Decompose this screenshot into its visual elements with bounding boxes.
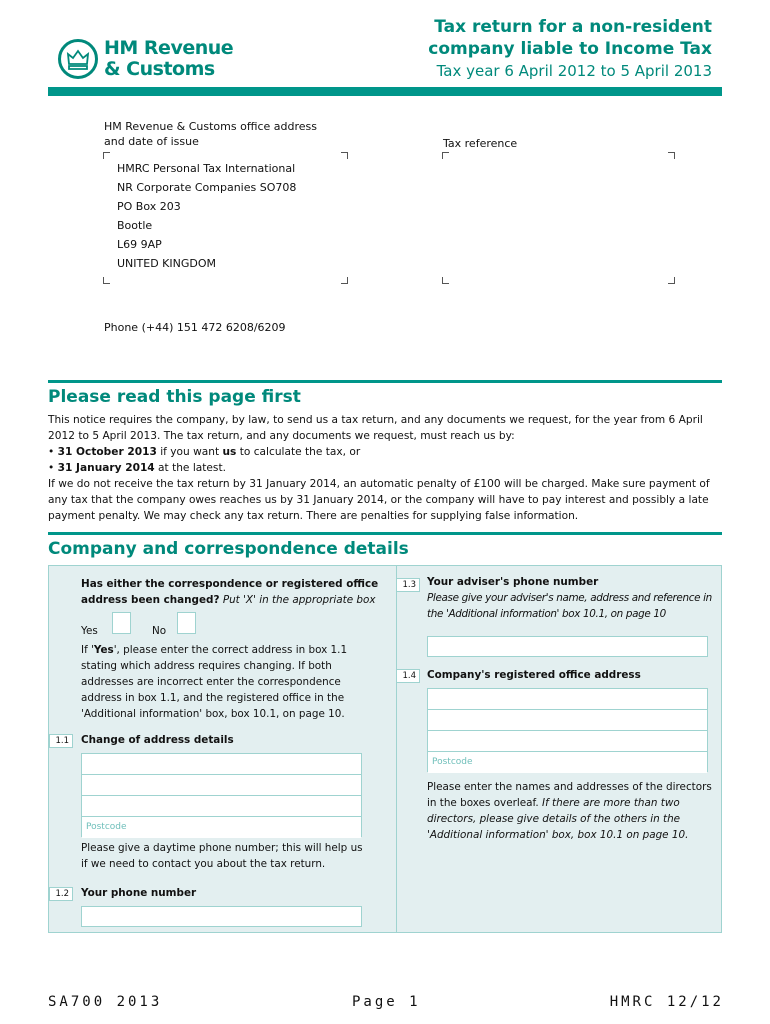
daytime-phone-note: Please give a daytime phone number; this will help us if we need to contact you about the tax return. [81,842,363,870]
adviser-phone-label: Your adviser's phone number Please give your adviser's name, address and reference in the 'Additional information' box 10.1, on page 10 [427,576,712,620]
logo-line2: & Customs [104,58,215,80]
tax-year: Tax year 6 April 2012 to 5 April 2013 [436,62,712,80]
address-frame [103,152,348,284]
yes-checkbox[interactable] [112,612,131,634]
office-address: HMRC Personal Tax International NR Corporate Companies SO708 PO Box 203 Bootle L69 9AP UNITED KINGDOM [117,162,297,270]
registered-office-label: Company's registered office address [427,669,641,681]
phone-label: Your phone number [81,887,197,899]
no-checkbox[interactable] [177,612,196,634]
header-band [48,87,722,96]
form-title: Tax return for a non-resident company liable to Income Tax [428,17,712,59]
section-rule [48,532,722,535]
form-code: SA700 2013 [48,994,163,1010]
registered-office-input[interactable]: Postcode [427,688,708,772]
change-of-address-input[interactable]: Postcode [81,753,362,837]
no-label: No [152,625,167,637]
section-rule [48,380,722,383]
logo-line1: HM Revenue [104,37,234,59]
if-yes-text: If 'Yes', please enter the correct address in box 1.1 stating which address requires changing. If both addresses are incorrect enter the correspondence address in box 1.1, and the registered office in the 'Additional information' box, box 10.1, on page 10. [81,644,348,720]
read-first-text: This notice requires the company, by law, to send us a tax return, and any documents we request, for the year from 6 April 2012 to 5 April 2013. The tax return, and any documents we request, must reach us by: • 31 October 2013 if you want us to calculate the tax, or • 31 January 2014 at the latest. If we do not receive the tax return by 31 January 2014, an automatic penalty of £100 will be charged. Make sure payment of any tax that the company owes reaches us by 31 January 2014, or the company will have to pay interest and possibly a late payment penalty. We may check any tax return. There are penalties for supplying false information. [48,414,710,522]
office-address-label: HM Revenue & Customs office address and date of issue [104,120,317,148]
directors-note: Please enter the names and addresses of the directors in the boxes overleaf. If there are more than two directors, please give details of the others in the 'Additional information' box, box 10.1 on page 10. [427,781,712,841]
hmrc-logo [58,38,233,80]
tax-reference-frame [442,152,675,284]
phone-input[interactable] [81,906,362,927]
address-change-question: Has either the correspondence or registered office address been changed? Put 'X' in the appropriate box [81,578,379,606]
read-first-heading: Please read this page first [48,387,301,407]
change-of-address-label: Change of address details [81,734,234,746]
details-panel [48,565,722,933]
yes-label: Yes [81,625,98,637]
adviser-phone-input[interactable] [427,636,708,657]
page-number: Page 1 [352,994,421,1010]
box-number-1-1: 1.1 [49,734,73,748]
tax-reference-label: Tax reference [443,137,518,150]
box-number-1-2: 1.2 [49,887,73,901]
office-phone: Phone (+44) 151 472 6208/6209 [104,321,286,334]
details-heading: Company and correspondence details [48,539,409,559]
form-version: HMRC 12/12 [609,994,724,1010]
box-number-1-4: 1.4 [396,669,420,683]
box-number-1-3: 1.3 [396,578,420,592]
crown-icon [58,39,98,79]
